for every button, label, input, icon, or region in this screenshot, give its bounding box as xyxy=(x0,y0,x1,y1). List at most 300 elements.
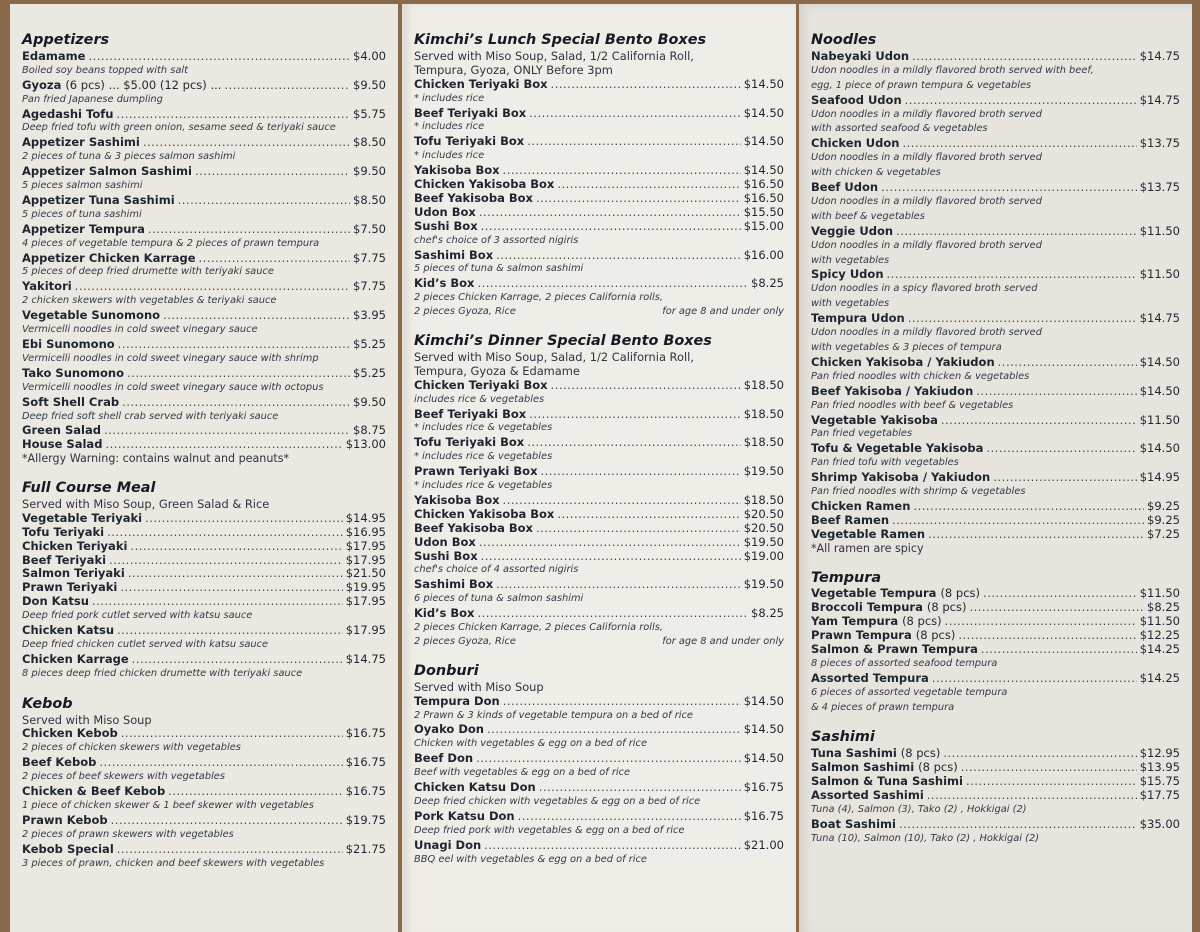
item-description: with beef & vegetables xyxy=(811,210,925,222)
menu-panel-right xyxy=(799,4,1192,932)
item-description: Beef with vegetables & egg on a bed of rice xyxy=(414,767,631,779)
item-price: $5.75 xyxy=(353,106,386,121)
dot-leader xyxy=(118,338,350,352)
item-name: Don Katsu xyxy=(22,594,89,609)
section-title: Donburi xyxy=(414,662,479,679)
item-name: Tofu & Vegetable Yakisoba xyxy=(811,441,984,456)
menu-item xyxy=(22,727,386,741)
dot-leader xyxy=(529,408,741,422)
dot-leader xyxy=(479,536,741,550)
item-name: House Salad xyxy=(22,437,103,452)
menu-item xyxy=(22,223,386,237)
dot-leader xyxy=(986,442,1136,456)
item-description: 2 pieces of tuna & 3 pieces salmon sashimi xyxy=(22,151,236,163)
item-price: $12.25 xyxy=(1139,628,1180,643)
menu-item xyxy=(811,672,1180,686)
item-description: * includes rice xyxy=(414,121,485,133)
item-description: Udon noodles in a mildly flavored broth served xyxy=(811,108,1042,120)
dot-leader xyxy=(518,810,741,824)
dot-leader xyxy=(148,223,350,237)
item-price: $11.50 xyxy=(1139,412,1180,427)
menu-item xyxy=(22,194,386,208)
section-gap xyxy=(811,556,1180,570)
item-description: Vermicelli noodles in cold sweet vinegary sauce with shrimp xyxy=(22,352,319,364)
item-portion: (8 pcs) xyxy=(900,746,941,761)
section-gap xyxy=(811,716,1180,730)
item-price: $14.75 xyxy=(1139,48,1180,63)
item-name: Chicken Yakisoba Box xyxy=(414,506,555,521)
item-price: $9.50 xyxy=(353,77,386,92)
item-description: 2 Prawn & 3 kinds of vegetable tempura on a bed of rice xyxy=(414,709,693,721)
item-price: $14.75 xyxy=(345,651,386,666)
item-price: $9.50 xyxy=(353,394,386,409)
dot-leader xyxy=(557,178,740,192)
item-name: Chicken Teriyaki xyxy=(22,538,128,553)
item-price: $9.25 xyxy=(1147,512,1180,527)
item-price: $14.50 xyxy=(1139,383,1180,398)
menu-item xyxy=(22,280,386,294)
menu-item xyxy=(414,135,784,149)
item-description: 5 pieces salmon sashimi xyxy=(22,180,143,192)
item-price: $35.00 xyxy=(1139,816,1180,831)
item-name: Yam Tempura xyxy=(811,614,899,629)
item-price: $21.00 xyxy=(743,837,784,852)
dot-leader xyxy=(981,643,1137,657)
dot-leader xyxy=(551,379,741,393)
item-name: Prawn Kebob xyxy=(22,812,108,827)
dot-leader xyxy=(503,494,741,508)
menu-item xyxy=(22,653,386,667)
dot-leader xyxy=(913,500,1144,514)
section-title: Kimchi’s Dinner Special Bento Boxes xyxy=(414,333,712,349)
section-note: *All ramen are spicy xyxy=(811,541,924,555)
item-name: Green Salad xyxy=(22,423,101,438)
item-description: Deep fried tofu with green onion, sesame seed & teriyaki sauce xyxy=(22,122,336,134)
item-price: $19.75 xyxy=(345,812,386,827)
section-title: Noodles xyxy=(811,32,877,48)
item-description: 5 pieces of tuna sashimi xyxy=(22,208,142,220)
menu-item xyxy=(414,508,784,522)
item-description: 6 pieces of tuna & salmon sashimi xyxy=(414,593,584,605)
menu-item xyxy=(22,108,386,122)
menu-item xyxy=(811,761,1180,775)
dot-leader xyxy=(496,578,741,592)
menu-item xyxy=(811,471,1180,485)
dot-leader xyxy=(120,581,342,595)
item-description: with vegetables xyxy=(811,254,890,266)
item-price: $11.50 xyxy=(1139,586,1180,601)
menu-item xyxy=(414,178,784,192)
item-name: Appetizer Tempura xyxy=(22,221,145,236)
menu-item xyxy=(811,94,1180,108)
item-name: Sushi Box xyxy=(414,218,478,233)
dot-leader xyxy=(195,165,350,179)
item-price: $17.95 xyxy=(345,623,386,638)
dot-leader xyxy=(121,727,343,741)
item-name: Beef Yakisoba / Yakiudon xyxy=(811,383,974,398)
item-name: Udon Box xyxy=(414,204,476,219)
kids-note-right: for age 8 and under only xyxy=(662,636,784,647)
item-name: Tuna Sashimi xyxy=(811,746,897,761)
item-price: $16.50 xyxy=(743,177,784,192)
section-subtitle: Served with Miso Soup, Salad, 1/2 California Roll, xyxy=(414,349,694,364)
item-description: with assorted seafood & vegetables xyxy=(811,123,988,135)
kids-note-right: for age 8 and under only xyxy=(662,306,784,318)
item-price: $8.75 xyxy=(353,423,386,438)
item-name: Chicken Katsu Don xyxy=(414,780,536,795)
menu-item xyxy=(22,624,386,638)
item-description: 2 pieces Chicken Karrage, 2 pieces California rolls, xyxy=(414,622,663,634)
kids-note-left: 2 pieces Gyoza, Rice xyxy=(414,636,516,647)
item-price: $16.50 xyxy=(743,190,784,205)
item-price: $13.95 xyxy=(1139,760,1180,775)
item-name: Pork Katsu Don xyxy=(414,808,515,823)
menu-item xyxy=(414,695,784,709)
item-name: Chicken & Beef Kebob xyxy=(22,784,166,799)
section-subtitle: Tempura, Gyoza, ONLY Before 3pm xyxy=(414,62,613,77)
item-name: Udon Box xyxy=(414,534,476,549)
item-price: $5.25 xyxy=(353,337,386,351)
item-description: with chicken & vegetables xyxy=(811,167,941,179)
menu-item xyxy=(22,567,386,581)
menu-item xyxy=(22,581,386,595)
item-description: 8 pieces deep fried chicken drumette with teriyaki sauce xyxy=(22,667,303,679)
dot-leader xyxy=(199,252,351,266)
item-description: 2 pieces of prawn skewers with vegetables xyxy=(22,828,234,840)
item-description: 3 pieces of prawn, chicken and beef skewers with vegetables xyxy=(22,857,325,869)
item-price: $19.00 xyxy=(743,548,784,563)
item-name: Prawn Teriyaki xyxy=(22,580,118,595)
item-price: $16.95 xyxy=(345,524,386,539)
dot-leader xyxy=(487,723,741,737)
item-description: includes rice & vegetables xyxy=(414,393,545,405)
section-subtitle: Served with Miso Soup xyxy=(414,679,544,694)
item-description: Vermicelli noodles in cold sweet vinegary sauce with octopus xyxy=(22,381,324,393)
menu-item xyxy=(414,465,784,479)
menu-item xyxy=(414,192,784,206)
menu-item xyxy=(22,136,386,150)
item-description: chef's choice of 3 assorted nigiris xyxy=(414,234,579,246)
section-title: Sashimi xyxy=(811,729,875,746)
item-name: Sashimi Box xyxy=(414,247,494,262)
item-name: Beef Udon xyxy=(811,180,879,195)
item-portion: (8 pcs) xyxy=(902,614,942,629)
dot-leader xyxy=(941,414,1137,428)
section-title: Kimchi’s Lunch Special Bento Boxes xyxy=(414,32,707,48)
menu-item xyxy=(811,137,1180,151)
dot-leader xyxy=(496,249,741,263)
item-name: Broccoli Tempura xyxy=(811,600,923,615)
item-portion: (8 pcs) xyxy=(926,600,967,615)
dot-leader xyxy=(896,225,1137,239)
item-name: Beef Teriyaki Box xyxy=(414,105,527,120)
menu-item xyxy=(22,252,386,266)
item-description: egg, 1 piece of prawn tempura & vegetables xyxy=(811,79,1032,91)
dot-leader xyxy=(961,761,1137,775)
item-description: BBQ eel with vegetables & egg on a bed of rice xyxy=(414,853,647,865)
item-description: with vegetables & 3 pieces of tempura xyxy=(811,342,1002,353)
item-name: Chicken Yakisoba Box xyxy=(414,177,555,192)
item-name: Tempura Don xyxy=(414,693,500,708)
dot-leader xyxy=(927,789,1137,803)
item-name: Salmon & Prawn Tempura xyxy=(811,642,978,656)
item-name: Chicken Kebob xyxy=(22,726,118,741)
menu-item xyxy=(811,643,1180,657)
dot-leader xyxy=(145,512,343,526)
item-name: Salmon Teriyaki xyxy=(22,566,125,581)
dot-leader xyxy=(557,508,740,522)
item-price: $19.50 xyxy=(743,534,784,549)
item-name: Beef Ramen xyxy=(811,512,890,527)
item-description: Pan fried noodles with shrimp & vegetables xyxy=(811,486,1026,498)
item-price: $15.75 xyxy=(1139,774,1180,789)
menu-section xyxy=(22,32,386,466)
item-description: 1 piece of chicken skewer & 1 beef skewer with vegetables xyxy=(22,799,314,811)
dot-leader xyxy=(899,818,1137,832)
item-name: Yakisoba Box xyxy=(414,163,500,178)
dot-leader xyxy=(117,624,343,638)
dot-leader xyxy=(993,471,1137,485)
item-name: Nabeyaki Udon xyxy=(811,48,910,63)
kids-note xyxy=(414,306,784,319)
item-price: $14.25 xyxy=(1139,642,1180,656)
item-price: $14.50 xyxy=(743,693,784,708)
dot-leader xyxy=(132,653,343,667)
dot-leader xyxy=(928,528,1144,542)
dot-leader xyxy=(122,396,350,410)
dot-leader xyxy=(905,94,1137,108)
menu-item xyxy=(811,587,1180,601)
dot-leader xyxy=(477,277,748,291)
menu-item xyxy=(811,500,1180,514)
item-description: * includes rice & vegetables xyxy=(414,480,553,492)
dot-leader xyxy=(143,136,350,150)
menu-panel-middle xyxy=(402,4,796,932)
item-name: Seafood Udon xyxy=(811,92,902,107)
section-gap xyxy=(414,319,784,333)
item-price: $4.00 xyxy=(353,48,386,63)
kids-note-left: 2 pieces Gyoza, Rice xyxy=(414,306,516,318)
dot-leader xyxy=(536,522,741,536)
menu-item xyxy=(22,843,386,857)
item-name: Chicken Ramen xyxy=(811,498,911,513)
item-price: $15.50 xyxy=(743,204,784,219)
item-description: Pan fried Japanese dumpling xyxy=(22,93,163,105)
dot-leader xyxy=(881,181,1137,195)
dot-leader xyxy=(104,424,350,438)
item-price: $15.00 xyxy=(743,218,784,233)
item-name: Vegetable Yakisoba xyxy=(811,412,938,427)
menu-item xyxy=(811,629,1180,643)
item-name: Shrimp Yakisoba / Yakiudon xyxy=(811,470,991,485)
item-description: 2 pieces of chicken skewers with vegetables xyxy=(22,742,241,754)
item-price: $14.50 xyxy=(743,751,784,766)
menu-item xyxy=(414,578,784,592)
dot-leader xyxy=(536,192,741,206)
dot-leader xyxy=(527,135,741,149)
item-description: 2 chicken skewers with vegetables & teriyaki sauce xyxy=(22,295,277,307)
menu-item xyxy=(811,268,1180,282)
item-price: $18.50 xyxy=(743,492,784,507)
menu-item xyxy=(22,367,386,381)
item-price: $8.50 xyxy=(353,192,386,207)
item-price: $16.75 xyxy=(743,780,784,795)
item-price: $16.75 xyxy=(743,808,784,823)
item-description: 2 pieces Chicken Karrage, 2 pieces California rolls, xyxy=(414,292,663,304)
menu-section xyxy=(22,480,386,682)
menu-section xyxy=(811,570,1180,716)
item-price: $3.95 xyxy=(353,308,386,323)
dot-leader xyxy=(943,747,1136,761)
menu-item xyxy=(22,814,386,828)
item-name: Kid’s Box xyxy=(414,606,475,621)
menu-item xyxy=(414,781,784,795)
kids-note xyxy=(414,636,784,649)
item-name: Salmon & Tuna Sashimi xyxy=(811,774,963,789)
menu-item xyxy=(811,225,1180,239)
item-price: $11.50 xyxy=(1139,267,1180,282)
dot-leader xyxy=(168,785,343,799)
menu-item xyxy=(22,79,386,93)
item-name: Beef Teriyaki xyxy=(22,552,107,567)
item-price: $16.75 xyxy=(345,755,386,770)
item-name: Chicken Udon xyxy=(811,136,900,151)
dot-leader xyxy=(484,839,741,853)
item-name: Soft Shell Crab xyxy=(22,394,120,409)
item-description: * includes rice & vegetables xyxy=(414,422,553,434)
item-description: Tuna (10), Salmon (10), Tako (2) , Hokkigai (2) xyxy=(811,832,1040,844)
menu-item xyxy=(22,165,386,179)
item-price: $14.50 xyxy=(1139,354,1180,369)
item-price: $7.25 xyxy=(1147,526,1180,541)
item-description: Udon noodles in a mildly flavored broth served xyxy=(811,239,1042,251)
item-name: Yakisoba Box xyxy=(414,492,500,507)
dot-leader xyxy=(75,280,350,294)
menu-item xyxy=(414,810,784,824)
item-price: $14.75 xyxy=(1139,311,1180,326)
section-subtitle: Served with Miso Soup, Green Salad & Rice xyxy=(22,496,270,511)
dot-leader xyxy=(178,194,350,208)
menu-item xyxy=(22,396,386,410)
menu-item xyxy=(414,436,784,450)
item-portion: (8 pcs) xyxy=(918,760,958,775)
item-price: $16.00 xyxy=(743,247,784,262)
dot-leader xyxy=(529,107,741,121)
item-description: Pan fried noodles with chicken & vegetables xyxy=(811,370,1030,382)
item-name: Vegetable Teriyaki xyxy=(22,510,143,525)
item-description: Udon noodles in a mildly flavored broth served xyxy=(811,195,1042,207)
item-price: $14.25 xyxy=(1139,670,1180,685)
item-price: $17.95 xyxy=(345,552,386,567)
section-title: Appetizers xyxy=(22,32,110,48)
menu-section xyxy=(811,729,1180,846)
item-name: Chicken Yakisoba / Yakiudon xyxy=(811,354,995,369)
dot-leader xyxy=(945,615,1137,629)
item-description: 8 pieces of assorted seafood tempura xyxy=(811,657,998,669)
item-description: Udon noodles in a mildly flavored broth served xyxy=(811,327,1042,339)
item-name: Beef Kebob xyxy=(22,755,97,770)
item-price: $20.50 xyxy=(743,506,784,521)
item-price: $17.95 xyxy=(345,594,386,609)
item-description: Vermicelli noodles in cold sweet vinegary sauce xyxy=(22,324,258,336)
item-price: $8.50 xyxy=(353,135,386,150)
item-description: & 4 pieces of prawn tempura xyxy=(811,701,955,713)
item-price: $12.95 xyxy=(1139,746,1180,761)
menu-item xyxy=(414,408,784,422)
menu-item xyxy=(414,723,784,737)
section-title: Full Course Meal xyxy=(22,480,156,497)
item-price: $7.75 xyxy=(353,250,386,265)
item-price: $19.95 xyxy=(345,580,386,595)
dot-leader xyxy=(111,814,343,828)
item-description: with vegetables xyxy=(811,298,890,310)
menu-item xyxy=(414,277,784,291)
item-description: Chicken with vegetables & egg on a bed of rice xyxy=(414,738,647,750)
dot-leader xyxy=(109,554,343,568)
item-price: $14.50 xyxy=(743,76,784,91)
menu-section xyxy=(414,32,784,319)
item-description: Deep fried pork with vegetables & egg on a bed of rice xyxy=(414,824,685,836)
dot-leader xyxy=(99,756,342,770)
item-description: 4 pieces of vegetable tempura & 2 pieces of prawn tempura xyxy=(22,237,320,249)
item-price: $19.50 xyxy=(743,577,784,592)
item-price: $20.50 xyxy=(743,520,784,535)
menu-item xyxy=(22,554,386,568)
item-name: Tempura Udon xyxy=(811,311,905,326)
item-description: Deep fried chicken with vegetables & egg on a bed of rice xyxy=(414,795,701,807)
dot-leader xyxy=(887,268,1137,282)
menu-item xyxy=(811,312,1180,326)
menu-section xyxy=(22,696,386,872)
item-name: Boat Sashimi xyxy=(811,816,896,831)
item-name: Agedashi Tofu xyxy=(22,106,114,121)
item-name: Prawn Tempura xyxy=(811,628,912,643)
item-price: $5.25 xyxy=(353,365,386,380)
menu-item xyxy=(414,206,784,220)
item-name: Kid’s Box xyxy=(414,276,475,291)
item-description: Deep fried soft shell crab served with teriyaki sauce xyxy=(22,410,279,422)
dot-leader xyxy=(107,526,343,540)
menu-item xyxy=(414,494,784,508)
item-portion: (6 pcs) ... $5.00 (12 pcs) ... xyxy=(65,77,222,92)
dot-leader xyxy=(966,775,1137,789)
menu-item xyxy=(414,607,784,621)
item-name: Chicken Karrage xyxy=(22,651,129,666)
item-name: Yakitori xyxy=(22,279,72,294)
item-name: Vegetable Tempura xyxy=(811,586,937,601)
dot-leader xyxy=(88,50,350,64)
menu-item xyxy=(414,379,784,393)
menu-item xyxy=(22,50,386,64)
item-price: $17.95 xyxy=(345,538,386,553)
item-description: Boiled soy beans topped with salt xyxy=(22,64,188,76)
item-portion: (8 pcs) xyxy=(940,586,981,601)
dot-leader xyxy=(476,752,741,766)
item-price: $9.25 xyxy=(1147,498,1180,513)
item-price: $9.50 xyxy=(353,164,386,179)
item-price: $14.95 xyxy=(345,510,386,525)
item-price: $17.75 xyxy=(1139,788,1180,803)
dot-leader xyxy=(908,312,1137,326)
item-name: Tofu Teriyaki Box xyxy=(414,435,525,450)
section-gap xyxy=(414,649,784,663)
item-name: Edamame xyxy=(22,48,86,63)
section-subtitle: Served with Miso Soup, Salad, 1/2 California Roll, xyxy=(414,48,694,63)
menu-item xyxy=(414,550,784,564)
item-name: Assorted Sashimi xyxy=(811,788,924,803)
item-price: $8.25 xyxy=(1147,600,1180,615)
section-subtitle: Tempura, Gyoza & Edamame xyxy=(414,363,580,378)
